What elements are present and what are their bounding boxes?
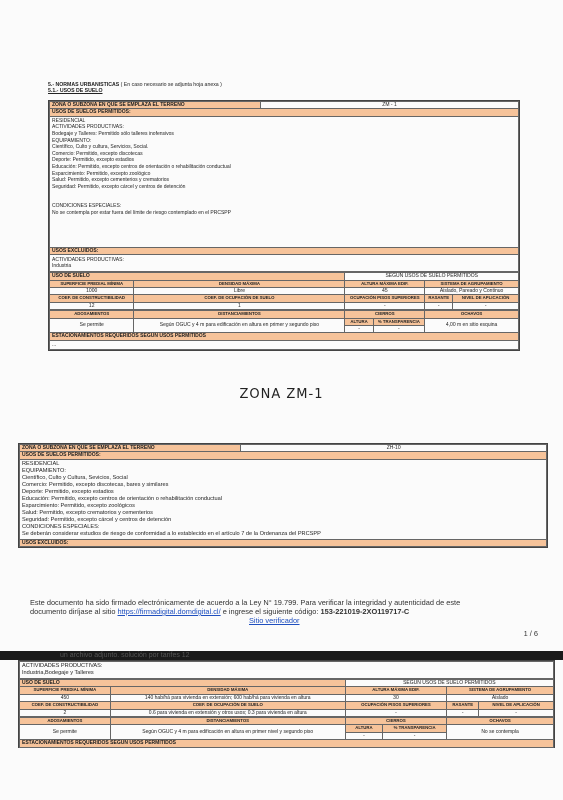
usos-line: Esparcimiento: Permitido, excepto zoológico xyxy=(52,170,151,177)
cierros-header: CIERROS xyxy=(345,718,446,725)
usos-line: ACTIVIDADES PRODUCTIVAS: xyxy=(52,124,124,131)
usos-excluidos-block xyxy=(50,255,519,272)
cierros-header: CIERROS xyxy=(345,311,425,318)
distanciamientos-value: Según OGUC y 4 m para edificación en altura en primer y segundo piso xyxy=(134,318,345,333)
altura-value: 30 xyxy=(345,694,446,701)
verification-url-link[interactable]: https://firmadigital.domdigital.cl/ xyxy=(117,607,221,616)
usos-line: EQUIPAMIENTO: xyxy=(22,467,66,474)
rasante-value: - xyxy=(425,302,453,309)
usos-permitidos-label: USOS DE SUELOS PERMITIDOS: xyxy=(20,452,547,459)
sistema-header: SISTEMA DE AGRUPAMIENTO xyxy=(447,687,554,694)
superficie-value: 1000 xyxy=(50,288,134,295)
section-note: ( En caso necesario se adjunta hoja anexa ) xyxy=(120,82,222,88)
usos-line: Comercio: Permitido, excepto discotecas, bares y similares xyxy=(22,481,169,488)
coef-constr-header: COEF. DE CONSTRUCTIBILIDAD xyxy=(50,295,134,302)
usos-line: EQUIPAMIENTO: xyxy=(52,137,92,144)
usos-line: Seguridad: Permitido, excepto cárcel y centros de detención xyxy=(52,183,186,190)
zone-table-continued xyxy=(18,660,555,748)
zone-caption: ZONA ZM-1 xyxy=(239,387,324,402)
usos-permitidos-block xyxy=(50,116,519,247)
cut-text: un archivo adjunto. solución por tarifes 12 xyxy=(60,652,190,659)
page-number: 1 / 6 xyxy=(523,629,538,638)
adosamientos-header: ADOSAMIENTOS xyxy=(50,311,134,318)
nivel-value: - xyxy=(479,709,554,716)
ocup-pisos-value: - xyxy=(345,302,425,309)
usos-line: RESIDENCIAL xyxy=(52,117,86,124)
section-title: 5.- NORMAS URBANISTICAS xyxy=(48,82,120,88)
densidad-value: Libre xyxy=(134,288,345,295)
excluidos-line: Industria xyxy=(52,263,72,270)
segun-label: SEGÚN USOS DE SUELO PERMITIDOS xyxy=(345,680,553,687)
densidad-value: 140 hab/há para vivienda en extensión; 600 hab/há para vivienda en altura xyxy=(110,694,345,701)
zona-value: ZM - 1 xyxy=(261,102,519,109)
usos-line-spacer xyxy=(52,190,516,203)
cierros-altura-value: - xyxy=(345,732,382,739)
usos-line: Deporte: Permitido, excepto estadios xyxy=(52,157,134,164)
cierros-transparencia-value: - xyxy=(373,326,425,333)
rasante-header: RASANTE xyxy=(425,295,453,302)
zona-value: ZH-10 xyxy=(241,445,547,452)
uso-suelo-label: USO DE SUELO xyxy=(50,273,345,280)
altura-header: ALTURA MÁXIMA EDIF. xyxy=(345,687,446,694)
usos-line: Se deberán considerar estudios de riesgo de conformidad a lo establecido en el artículo 7 de la Ordenanza del PRCSPP xyxy=(22,530,321,537)
usos-permitidos-label: USOS DE SUELOS PERMITIDOS: xyxy=(50,109,519,116)
coef-ocup-value: 1 xyxy=(134,302,345,309)
signature-line-2: documento diríjase al sitio xyxy=(30,607,116,616)
adosamientos-header: ADOSAMIENTOS xyxy=(20,718,111,725)
altura-header: ALTURA MÁXIMA EDIF. xyxy=(345,280,425,287)
coef-ocup-header: COEF. DE OCUPACIÓN DE SUELO xyxy=(110,702,345,709)
coef-constr-header: COEF. DE CONSTRUCTIBILIDAD xyxy=(20,702,111,709)
usos-line: Científico, Culto y cultura, Servicios, Social. xyxy=(52,144,149,151)
usos-line: Científico, Culto y Cultura, Sevicios, Social xyxy=(22,474,128,481)
segun-label: SEGÚN USOS DE SUELO PERMITIDOS xyxy=(345,273,519,280)
ochavos-value: No se contempla xyxy=(447,725,554,740)
adosamientos-value: Se permite xyxy=(20,725,111,740)
usos-line: RESIDENCIAL xyxy=(22,460,60,467)
signature-block xyxy=(30,598,540,638)
rasante-header: RASANTE xyxy=(447,702,479,709)
cierros-altura-header: ALTURA xyxy=(345,318,373,325)
usos-excluidos-label: USOS EXCLUIDOS: xyxy=(50,247,519,254)
superficie-header: SUPERFICIE PREDIAL MÍNIMA xyxy=(20,687,111,694)
ocup-pisos-value: - xyxy=(345,709,446,716)
subsection-title: 5.1.- USOS DE SUELO xyxy=(48,88,103,94)
nivel-header: NIVEL DE APLICACIÓN xyxy=(479,702,554,709)
signature-line-2-mid: e ingrese el siguiente código: xyxy=(222,607,319,616)
usos-line: Salud: Permitido, excepto cementerios y crematorios xyxy=(52,177,169,184)
densidad-header: DENSIDAD MÁXIMA xyxy=(110,687,345,694)
sistema-header: SISTEMA DE AGRUPAMIENTO xyxy=(425,280,519,287)
cierros-altura-value: - xyxy=(345,326,373,333)
estacionamientos-label: ESTACIONAMIENTOS REQUERIDOS SEGÚN USOS PERMITIDOS xyxy=(20,740,554,747)
usos-line: CONDICIONES ESPECIALES: xyxy=(22,523,100,530)
usos-excluidos-label: USOS EXCLUIDOS: xyxy=(20,539,547,546)
verification-code: 153-221019-2XO119717-C xyxy=(320,607,410,616)
verificador-link[interactable]: Sitio verificador xyxy=(249,616,300,625)
distanciamientos-value: Según OGUC y 4 m para edificación en altura en primer nivel y segundo piso xyxy=(110,725,345,740)
usos-line: Salud: Permitido, excepto crematorios y cementerios xyxy=(22,509,153,516)
cierros-altura-header: ALTURA xyxy=(345,725,382,732)
excluidos-line: ACTIVIDADES PRODUCTIVAS: xyxy=(22,663,103,669)
ochavos-value: 4,00 m en sitio esquina xyxy=(425,318,519,333)
sistema-value: Aislado xyxy=(447,694,554,701)
page-break-bar xyxy=(0,651,563,660)
uso-suelo-label: USO DE SUELO xyxy=(20,680,346,687)
distanciamientos-header: DISTANCIAMIENTOS xyxy=(110,718,345,725)
usos-excluidos-block xyxy=(20,662,554,679)
ocup-pisos-header: OCUPACIÓN PISOS SUPERIORES xyxy=(345,702,446,709)
nivel-value: - xyxy=(453,302,519,309)
zona-label: ZONA O SUBZONA EN QUE SE EMPLAZA EL TERRENO xyxy=(20,445,241,452)
usos-line: Comercio: Permitido, excepto discotecas xyxy=(52,150,143,157)
section-header xyxy=(48,82,518,94)
coef-ocup-value: 0.6 para vivienda en extensión y otros usos; 0.3 para vivienda en altura xyxy=(110,709,345,716)
adosamientos-value: Se permite xyxy=(50,318,134,333)
nivel-header: NIVEL DE APLICACIÓN xyxy=(453,295,519,302)
coef-ocup-header: COEF. DE OCUPACIÓN DE SUELO xyxy=(134,295,345,302)
usos-line: No se contempla por estar fuera del límite de riesgo contemplado en el PRCSPP xyxy=(52,209,231,216)
superficie-value: 450 xyxy=(20,694,111,701)
usos-line: Esparcimiento: Permitido, excepto zoológicos xyxy=(22,502,135,509)
usos-permitidos-block xyxy=(20,459,547,539)
usos-line: Seguridad: Permitido, excepto cárcel y centros de detención xyxy=(22,516,172,523)
estacionamientos-value: ... xyxy=(50,340,519,349)
estacionamientos-label: ESTACIONAMIENTOS REQUERIDOS SEGÚN USOS PERMITIDOS xyxy=(50,333,519,340)
ochavos-header: OCHAVOS xyxy=(447,718,554,725)
distanciamientos-header: DISTANCIAMIENTOS xyxy=(134,311,345,318)
usos-line: Deporte: Permitido, excepto estadios xyxy=(22,488,114,495)
coef-constr-value: 2 xyxy=(20,709,111,716)
superficie-header: SUPERFICIE PREDIAL MÍNIMA xyxy=(50,280,134,287)
ochavos-header: OCHAVOS xyxy=(425,311,519,318)
zona-label: ZONA O SUBZONA EN QUE SE EMPLAZA EL TERRENO xyxy=(50,102,261,109)
cierros-transparencia-header: % TRANSPARENCIA xyxy=(373,318,425,325)
cierros-transparencia-header: % TRANSPARENCIA xyxy=(383,725,447,732)
zone-table-zm1 xyxy=(48,100,520,351)
usos-line: Educación: Permitido, excepto centros de orientación o rehabilitación conductual xyxy=(22,495,222,502)
excluidos-line: Industria,Bodegaje y Talleres xyxy=(22,670,94,676)
coef-constr-value: 12 xyxy=(50,302,134,309)
usos-line: Educación: Permitido, excepto centros de orientación o rehabilitación conductual xyxy=(52,163,231,170)
ocup-pisos-header: OCUPACIÓN PISOS SUPERIORES xyxy=(345,295,425,302)
signature-line-1: Este documento ha sido firmado electrónicamente de acuerdo a la Ley N° 19.799. Para verificar la integridad y autenticidad de este xyxy=(30,598,461,607)
densidad-header: DENSIDAD MÁXIMA xyxy=(134,280,345,287)
usos-line: CONDICIONES ESPECIALES: xyxy=(52,203,122,210)
sistema-value: Aislado, Pareado y Continuo xyxy=(425,288,519,295)
usos-line: Bodegaje y Talleres: Permitido sólo talleres inofensivos xyxy=(52,131,174,137)
cierros-transparencia-value: - xyxy=(383,732,447,739)
altura-value: 45 xyxy=(345,288,425,295)
excluidos-line: ACTIVIDADES PRODUCTIVAS: xyxy=(52,256,124,263)
zone-table-zh10 xyxy=(18,443,548,548)
rasante-value: - xyxy=(447,709,479,716)
